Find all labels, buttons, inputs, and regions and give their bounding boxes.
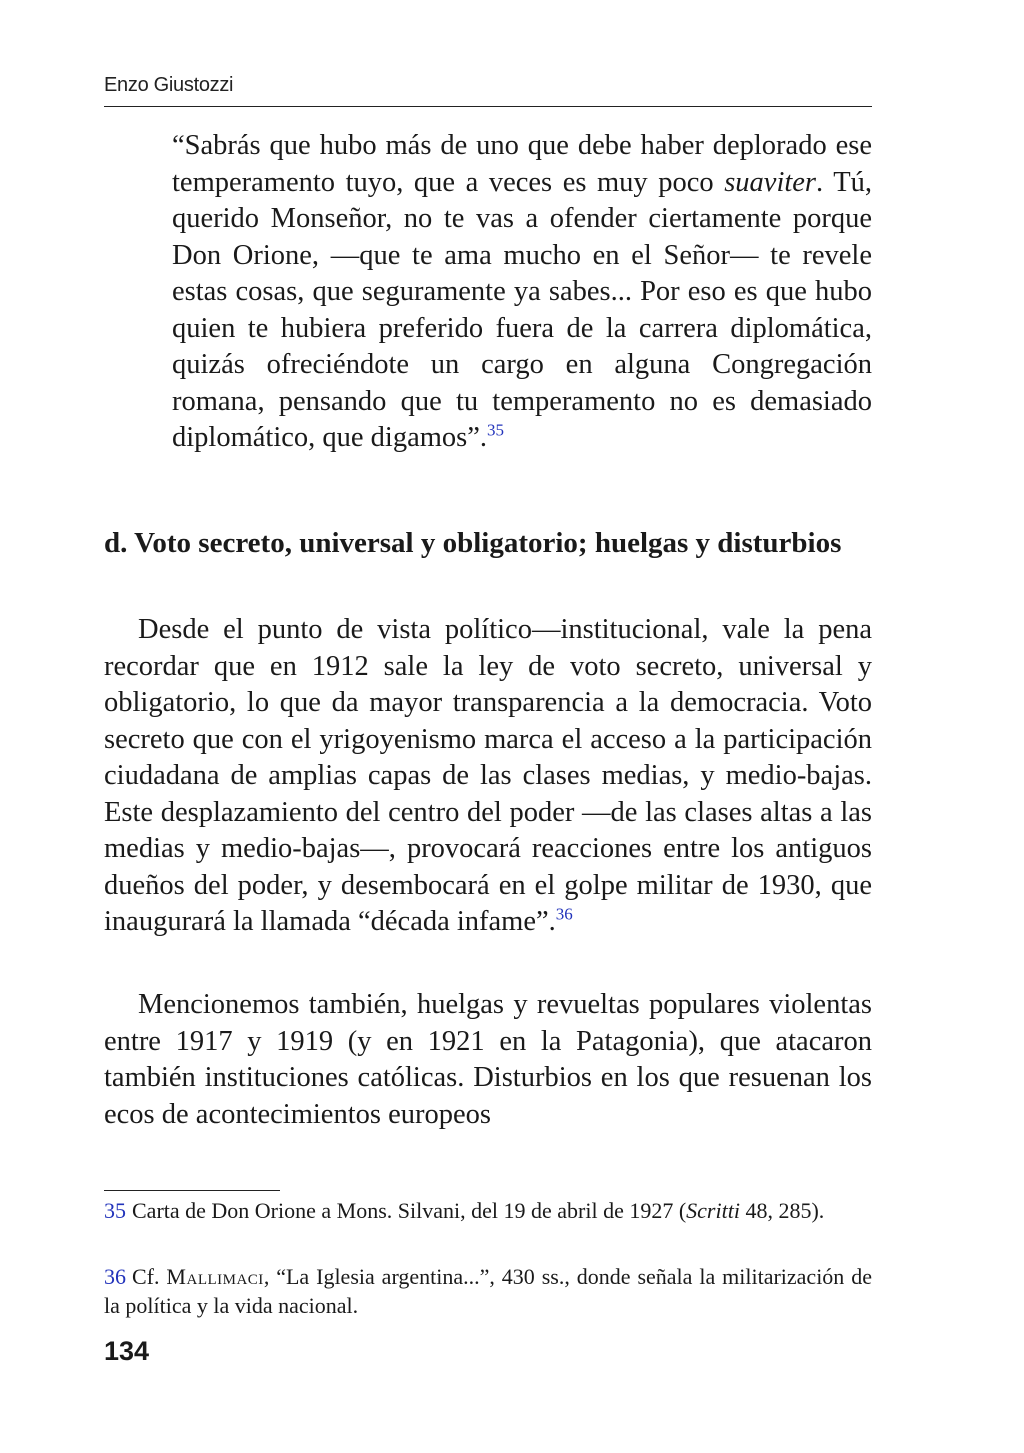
footnote-36-author: Mallimaci [166,1264,264,1289]
footnote-ref-35[interactable]: 35 [487,420,505,440]
section-heading: d. Voto secreto, universal y obligatorio; huelgas y disturbios [104,527,842,559]
footnote-35 [104,1196,872,1225]
page-number: 134 [104,1336,150,1366]
footnote-36 [104,1262,872,1320]
quote-text-part1: “Sabrás que hubo más de uno que debe haber deplorado ese temperamento tuyo, que a veces es muy poco [172,130,872,198]
block-quote [172,128,872,457]
footnote-divider [104,1190,280,1191]
paragraph-1-text: Desde el punto de vista político—institucional, vale la pena recordar que en 1912 sale la ley de voto secreto, universal y obligatorio, lo que da mayor transparencia a la democracia. Voto secreto que con el yrigoyenismo marca el acceso a la participación ciudadana de amplias capas de las clases medias, y medio-bajas. Este desplazamiento del centro del poder —de las clases altas a las medias y medio-bajas—, provocará reacciones entre los antiguos dueños del poder, y desembocará en el golpe militar de 1930, que inaugurará la llamada “década infame”. [104,614,872,937]
running-head [104,74,872,107]
running-head-author: Enzo Giustozzi [104,74,234,96]
footnote-35-number[interactable]: 35 [104,1198,126,1223]
body-paragraph-1 [104,612,872,941]
quote-italic-term: suaviter [724,166,817,198]
body-paragraph-2: Mencionemos también, huelgas y revueltas populares violentas entre 1917 y 1919 (y en 1921 en la Patagonia), que atacaron también instituciones católicas. Disturbios en los que resuenan los ecos de acontecimientos europeos [104,989,872,1130]
footnote-35-text-end: 48, 285). [739,1198,825,1223]
footnote-36-text: , “La Iglesia argentina...”, 430 ss., donde señala la militarización de la política y la vida nacional. [104,1264,872,1318]
quote-text-part2: . Tú, querido Monseñor, no te vas a ofender ciertamente porque Don Orione, —que te ama mucho en el Señor— te revele estas cosas, que seguramente ya sabes... Por eso es que hubo quien te hubiera preferido fuera de la carrera diplomática, quizás ofreciéndote un cargo en alguna Congregación romana, pensando que tu temperamento no es demasiado diplomático, que digamos”. [172,166,872,453]
footnote-36-prefix: Cf. [132,1264,167,1289]
footnote-ref-36[interactable]: 36 [555,904,573,924]
footnote-35-text: Carta de Don Orione a Mons. Silvani, del 19 de abril de 1927 ( [132,1198,687,1223]
footnote-35-italic: Scritti [686,1198,740,1223]
footnote-36-number[interactable]: 36 [104,1264,126,1289]
